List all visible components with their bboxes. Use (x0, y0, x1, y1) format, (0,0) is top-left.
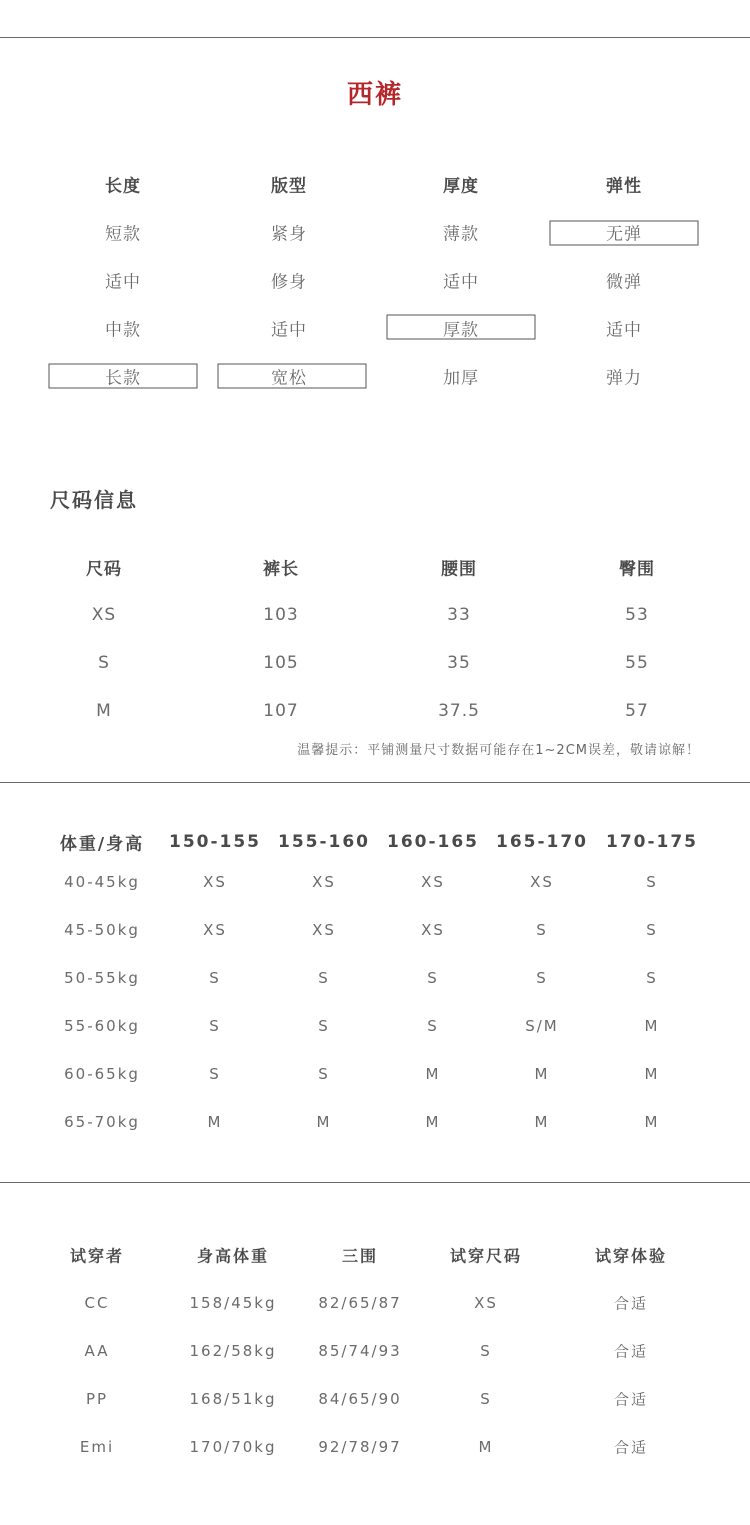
tryon-cell: XS (474, 1294, 498, 1312)
tryon-header: 试穿者 (69, 1246, 125, 1266)
page-title: 西裤 (346, 80, 403, 110)
fit-cell: S/M (525, 1017, 559, 1035)
fit-cell: M (425, 1113, 441, 1131)
attr-option: 适中 (443, 272, 479, 293)
tryon-cell: M (478, 1438, 494, 1456)
size-cell: 33 (447, 605, 471, 625)
tryon-header: 试穿体验 (594, 1246, 668, 1266)
fit-cell: 45-50kg (64, 921, 140, 939)
size-cell: 37.5 (438, 701, 480, 721)
attr-option: 加厚 (443, 368, 479, 389)
tryon-cell: Emi (79, 1438, 115, 1456)
fit-cell: S (646, 873, 658, 891)
size-cell: XS (91, 605, 117, 625)
size-cell: 35 (447, 653, 471, 673)
attr-option: 中款 (105, 320, 141, 341)
fit-header: 体重/身高 (59, 834, 145, 855)
fit-cell: XS (312, 921, 336, 939)
fit-header: 150-155 (168, 832, 262, 852)
fit-cell: 60-65kg (64, 1065, 140, 1083)
fit-cell: 40-45kg (64, 873, 140, 891)
fit-header: 165-170 (495, 832, 589, 852)
fit-header: 160-165 (386, 832, 480, 852)
tryon-cell: 85/74/93 (318, 1342, 402, 1360)
tryon-cell: 合适 (613, 1294, 649, 1313)
tryon-cell: 162/58kg (189, 1342, 277, 1360)
attr-header-fit: 版型 (271, 176, 307, 197)
attr-option: 薄款 (443, 224, 479, 245)
attr-option: 厚款 (443, 320, 479, 341)
fit-cell: S (427, 1017, 439, 1035)
attr-option: 适中 (105, 272, 141, 293)
tryon-cell: 168/51kg (189, 1390, 277, 1408)
fit-cell: 65-70kg (64, 1113, 140, 1131)
fit-cell: S (646, 969, 658, 987)
attr-option: 宽松 (271, 368, 307, 389)
size-cell: M (96, 701, 112, 721)
attr-option: 短款 (105, 224, 141, 245)
divider-1 (0, 782, 750, 783)
tryon-cell: 158/45kg (189, 1294, 277, 1312)
tryon-header: 三围 (341, 1246, 379, 1266)
size-header-hip: 臀围 (619, 559, 655, 580)
attr-header-elasticity: 弹性 (606, 176, 642, 197)
tryon-cell: 92/78/97 (318, 1438, 402, 1456)
attr-header-length: 长度 (105, 176, 141, 197)
tryon-cell: 合适 (613, 1342, 649, 1361)
tryon-cell: AA (84, 1342, 110, 1360)
fit-cell: S (646, 921, 658, 939)
tryon-cell: 合适 (613, 1438, 649, 1457)
fit-cell: S (318, 1017, 330, 1035)
size-cell: 55 (625, 653, 649, 673)
size-info-title: 尺码信息 (50, 488, 138, 512)
fit-cell: S (536, 969, 548, 987)
attr-option: 弹力 (606, 368, 642, 389)
attr-header-thickness: 厚度 (443, 176, 479, 197)
fit-cell: S (209, 1017, 221, 1035)
measurement-note: 温馨提示：平铺测量尺寸数据可能存在1~2CM误差，敬请谅解！ (297, 743, 700, 758)
tryon-header: 试穿尺码 (449, 1246, 523, 1266)
fit-cell: XS (530, 873, 554, 891)
attr-option: 微弹 (606, 272, 642, 293)
size-cell: 103 (263, 605, 299, 625)
fit-cell: M (316, 1113, 332, 1131)
fit-cell: XS (421, 873, 445, 891)
fit-cell: M (534, 1065, 550, 1083)
attr-option: 适中 (271, 320, 307, 341)
size-cell: 57 (625, 701, 649, 721)
tryon-cell: 合适 (613, 1390, 649, 1409)
attr-option: 适中 (606, 320, 642, 341)
size-header-size: 尺码 (86, 559, 122, 580)
tryon-cell: 84/65/90 (318, 1390, 402, 1408)
fit-cell: M (644, 1065, 660, 1083)
attr-option: 长款 (105, 368, 141, 389)
fit-cell: S (427, 969, 439, 987)
tryon-cell: S (480, 1390, 492, 1408)
tryon-header: 身高体重 (196, 1246, 270, 1266)
size-cell: 105 (263, 653, 299, 673)
fit-cell: M (534, 1113, 550, 1131)
fit-cell: XS (312, 873, 336, 891)
fit-cell: M (207, 1113, 223, 1131)
size-cell: 107 (263, 701, 299, 721)
fit-cell: XS (203, 873, 227, 891)
fit-cell: XS (421, 921, 445, 939)
fit-header: 170-175 (605, 832, 699, 852)
attr-option: 无弹 (606, 224, 642, 245)
tryon-cell: 82/65/87 (318, 1294, 402, 1312)
tryon-cell: PP (85, 1390, 109, 1408)
attr-option: 修身 (271, 272, 307, 293)
size-cell: S (98, 653, 110, 673)
fit-header: 155-160 (277, 832, 371, 852)
fit-cell: S (209, 969, 221, 987)
fit-cell: XS (203, 921, 227, 939)
fit-cell: 50-55kg (64, 969, 140, 987)
size-header-waist: 腰围 (441, 559, 477, 580)
fit-cell: S (536, 921, 548, 939)
top-divider (0, 37, 750, 38)
fit-cell: 55-60kg (64, 1017, 140, 1035)
size-cell: 53 (625, 605, 649, 625)
size-header-length: 裤长 (263, 559, 299, 580)
tryon-cell: S (480, 1342, 492, 1360)
fit-cell: M (425, 1065, 441, 1083)
divider-2 (0, 1182, 750, 1183)
fit-cell: M (644, 1113, 660, 1131)
attr-option: 紧身 (271, 224, 307, 245)
fit-cell: S (318, 1065, 330, 1083)
fit-cell: S (318, 969, 330, 987)
fit-cell: M (644, 1017, 660, 1035)
tryon-cell: CC (84, 1294, 110, 1312)
fit-cell: S (209, 1065, 221, 1083)
tryon-cell: 170/70kg (189, 1438, 277, 1456)
